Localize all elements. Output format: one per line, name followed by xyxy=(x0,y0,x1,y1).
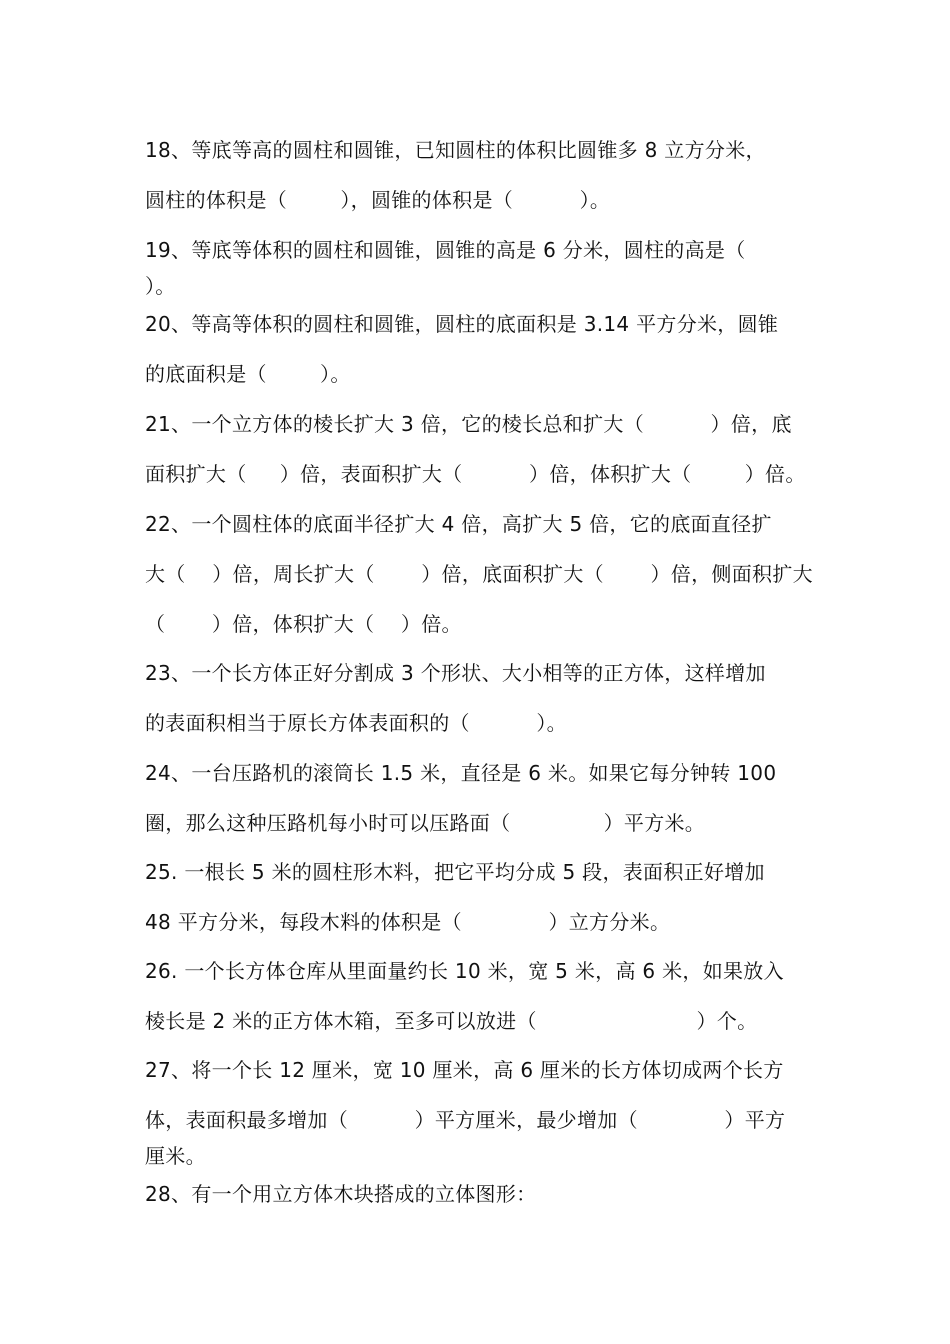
q22-line-2: 大（ ）倍，周长扩大（ ）倍，底面积扩大（ ）倍，侧面积扩大 xyxy=(145,562,813,586)
q24-line-2: 圈，那么这种压路机每小时可以压路面（ ）平方米。 xyxy=(145,811,706,835)
q21-line-1: 21、一个立方体的棱长扩大 3 倍，它的棱长总和扩大（ ）倍，底 xyxy=(145,412,792,436)
q27-line-2: 体，表面积最多增加（ ）平方厘米，最少增加（ ）平方 xyxy=(145,1108,786,1132)
q22-line-3: （ ）倍，体积扩大（ ）倍。 xyxy=(145,612,462,636)
q19-line-2: ）。 xyxy=(145,274,176,298)
q28-line-1: 28、有一个用立方体木块搭成的立体图形： xyxy=(145,1182,537,1206)
q24-line-1: 24、一台压路机的滚筒长 1.5 米，直径是 6 米。如果它每分钟转 100 xyxy=(145,761,777,785)
q21-line-2: 面积扩大（ ）倍，表面积扩大（ ）倍，体积扩大（ ）倍。 xyxy=(145,462,806,486)
q23-line-1: 23、一个长方体正好分割成 3 个形状、大小相等的正方体，这样增加 xyxy=(145,661,766,685)
q26-line-2: 棱长是 2 米的正方体木箱，至多可以放进（ ）个。 xyxy=(145,1009,758,1033)
q19-line-1: 19、等底等体积的圆柱和圆锥，圆锥的高是 6 分米，圆柱的高是（ xyxy=(145,238,746,262)
q22-line-1: 22、一个圆柱体的底面半径扩大 4 倍，高扩大 5 倍，它的底面直径扩 xyxy=(145,512,772,536)
q18-line-2: 圆柱的体积是（ ），圆锥的体积是（ ）。 xyxy=(145,188,611,212)
q25-line-2: 48 平方分米，每段木料的体积是（ ）立方分米。 xyxy=(145,910,671,934)
q27-line-3: 厘米。 xyxy=(145,1144,206,1168)
q25-line-1: 25. 一根长 5 米的圆柱形木料，把它平均分成 5 段，表面积正好增加 xyxy=(145,860,765,884)
q18-line-1: 18、等底等高的圆柱和圆锥，已知圆柱的体积比圆锥多 8 立方分米， xyxy=(145,138,766,162)
q20-line-1: 20、等高等体积的圆柱和圆锥，圆柱的底面积是 3.14 平方分米，圆锥 xyxy=(145,312,779,336)
q26-line-1: 26. 一个长方体仓库从里面量约长 10 米，宽 5 米，高 6 米，如果放入 xyxy=(145,959,784,983)
q27-line-1: 27、将一个长 12 厘米，宽 10 厘米，高 6 厘米的长方体切成两个长方 xyxy=(145,1058,784,1082)
q20-line-2: 的底面积是（ ）。 xyxy=(145,362,351,386)
q23-line-2: 的表面积相当于原长方体表面积的（ ）。 xyxy=(145,711,567,735)
